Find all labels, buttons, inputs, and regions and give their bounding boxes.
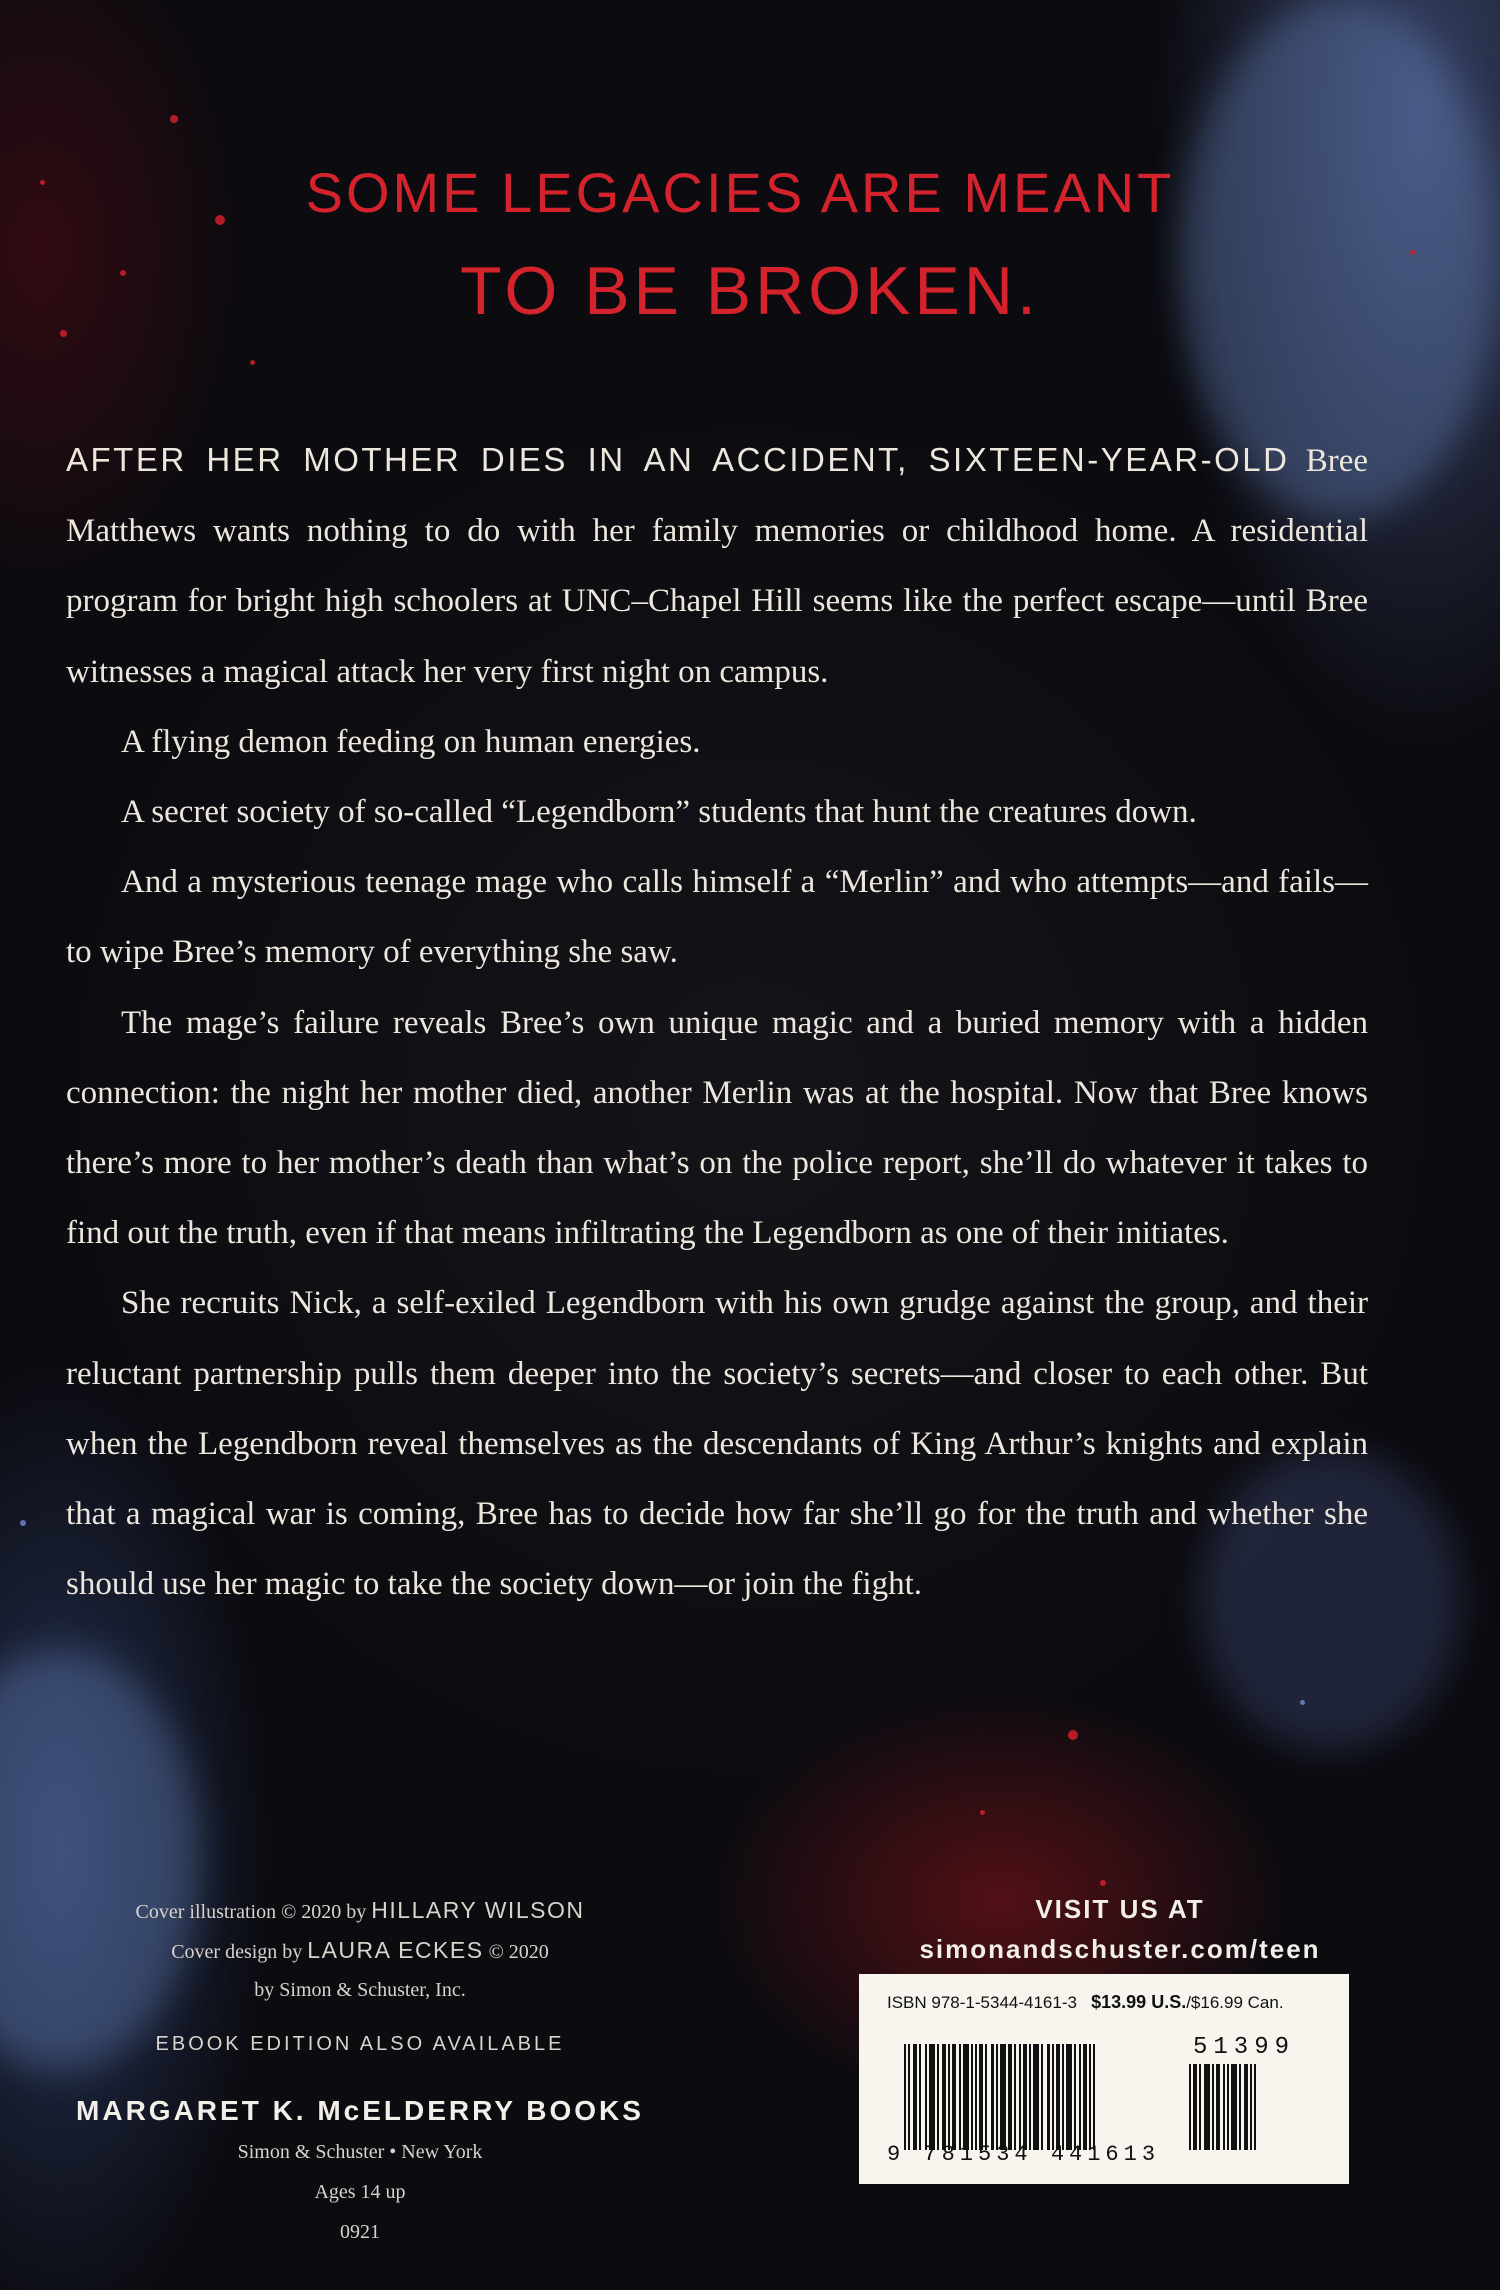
synopsis-paragraph: A flying demon feeding on human energies. bbox=[121, 723, 701, 760]
credit-prefix: Cover illustration © 2020 by bbox=[135, 1901, 372, 1923]
red-spark bbox=[1100, 1880, 1106, 1886]
isbn-price-line bbox=[887, 1992, 1337, 2013]
red-spark bbox=[20, 1520, 26, 1526]
cover-design-credit bbox=[60, 1930, 660, 1970]
synopsis-paragraph: A secret society of so-called “Legendborn” students that hunt the creatures down. bbox=[121, 794, 1197, 831]
red-spark bbox=[250, 360, 255, 365]
addon-barcode-bars bbox=[1189, 2064, 1256, 2150]
price-us: $13.99 U.S. bbox=[1091, 1992, 1187, 2012]
publisher-name: MARGARET K. McELDERRY BOOKS bbox=[76, 2095, 644, 2126]
isbn: ISBN 978-1-5344-4161-3 bbox=[887, 1993, 1077, 2012]
credit-suffix: © 2020 bbox=[483, 1941, 549, 1963]
barcode-bar bbox=[1093, 2044, 1095, 2150]
synopsis-paragraph: She recruits Nick, a self-exiled Legendborn with his own grudge against the group, and their reluctant partnership pulls them deeper into the society’s secrets—and closer to each other. But when the Legendborn reveal themselves as the descendants of King Arthur’s knights and explain that a magical war is coming, Bree has to decide how far she’ll go for the truth and whether she should use her magic to take the society down—or join the fight. bbox=[66, 1285, 1368, 1603]
red-spark bbox=[980, 1810, 985, 1815]
tagline-line-2: TO BE BROKEN. bbox=[460, 253, 1040, 329]
price-code: 51399 bbox=[1193, 2034, 1296, 2061]
red-spark bbox=[1300, 1700, 1305, 1705]
red-spark bbox=[60, 330, 67, 337]
synopsis-paragraph bbox=[66, 425, 1368, 707]
synopsis-paragraph: And a mysterious teenage mage who calls himself a “Merlin” and who attempts—and fails—to wipe Bree’s memory of everything she saw. bbox=[66, 864, 1368, 971]
synopsis bbox=[66, 425, 1368, 1619]
ebook-notice: EBOOK EDITION ALSO AVAILABLE bbox=[155, 2033, 565, 2055]
synopsis-text: Bree Matthews wants nothing to do with her family memories or childhood home. A residential program for bright high schoolers at UNC–Chapel Hill seems like the perfect escape—until Bree witnesses a magical attack her very first night on campus. bbox=[66, 443, 1368, 690]
red-spark bbox=[170, 115, 178, 123]
illustrator-name: HILLARY WILSON bbox=[371, 1897, 585, 1923]
red-spark bbox=[1068, 1730, 1078, 1740]
credits-block bbox=[60, 1890, 660, 2252]
price-can: /$16.99 Can. bbox=[1186, 1993, 1284, 2012]
visit-label: VISIT US AT bbox=[1035, 1894, 1205, 1924]
designer-name: LAURA ECKES bbox=[307, 1937, 484, 1963]
barcode-sticker bbox=[859, 1974, 1349, 2184]
tagline-line-1: SOME LEGACIES ARE MEANT bbox=[305, 161, 1175, 224]
imprint-location: Simon & Schuster • New York bbox=[237, 2141, 483, 2163]
synopsis-lead-caps: AFTER HER MOTHER DIES IN AN ACCIDENT, SIXTEEN-YEAR-OLD bbox=[66, 441, 1290, 478]
synopsis-paragraph: The mage’s failure reveals Bree’s own unique magic and a buried memory with a hidden connection: the night her mother died, another Merlin was at the hospital. Now that Bree knows there’s more to her mother’s death than what’s on the police report, she’ll do whatever it takes to find out the truth, even if that means infiltrating the Legendborn as one of their initiates. bbox=[66, 1004, 1368, 1252]
print-code: 0921 bbox=[340, 2221, 380, 2243]
credit-prefix: Cover design by bbox=[171, 1941, 308, 1963]
barcode-bars bbox=[904, 2044, 1095, 2150]
barcode-digits: 9 781534 441613 bbox=[887, 2142, 1161, 2167]
cover-illustration-credit bbox=[60, 1890, 660, 1930]
barcode-bar bbox=[1254, 2064, 1256, 2150]
website-url[interactable]: simonandschuster.com/teen bbox=[919, 1934, 1321, 1964]
age-range: Ages 14 up bbox=[314, 2181, 406, 2203]
copyright-holder: by Simon & Schuster, Inc. bbox=[254, 1979, 466, 2001]
